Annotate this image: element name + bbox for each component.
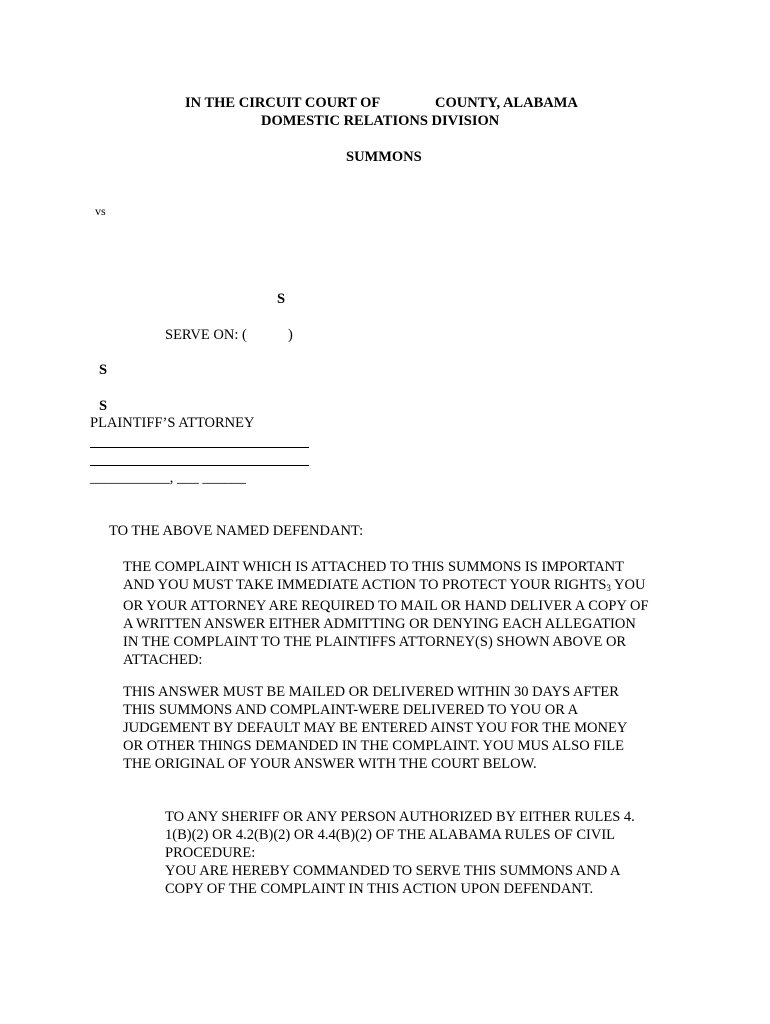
footnote-marker: 3: [606, 583, 611, 593]
paragraph-line: TO ANY SHERIFF OR ANY PERSON AUTHORIZED BY EITHER RULES 4.: [165, 809, 635, 825]
attorney-address-line: [90, 465, 309, 466]
versus-label: vs: [95, 204, 106, 218]
page-title: SUMMONS: [346, 149, 422, 165]
attorney-name-line: [90, 447, 309, 448]
caption-mark-1: S: [277, 291, 286, 307]
paragraph-line: JUDGEMENT BY DEFAULT MAY BE ENTERED AINST YOU FOR THE MONEY: [123, 720, 628, 736]
paragraph-line: IN THE COMPLAINT TO THE PLAINTIFFS ATTORNEY(S) SHOWN ABOVE OR: [123, 634, 627, 650]
paragraph-line: PROCEDURE:: [165, 845, 256, 861]
sheriff-command-paragraph: [165, 808, 635, 898]
salutation: TO THE ABOVE NAMED DEFENDANT:: [109, 523, 364, 539]
paragraph-line: YOU ARE HEREBY COMMANDED TO SERVE THIS SUMMONS AND A: [165, 863, 621, 879]
paragraph-line: COPY OF THE COMPLAINT IN THIS ACTION UPON DEFENDANT.: [165, 881, 594, 897]
serve-on-label: SERVE ON: (: [165, 327, 247, 343]
paragraph-line: OR YOUR ATTORNEY ARE REQUIRED TO MAIL OR HAND DELIVER A COPY OF: [123, 598, 649, 614]
paragraph-line: THE ORIGINAL OF YOUR ANSWER WITH THE COURT BELOW.: [123, 756, 537, 772]
paragraph-line: ATTACHED:: [123, 652, 203, 668]
court-line-right: COUNTY, ALABAMA: [435, 95, 578, 111]
caption-mark-3: S: [99, 398, 108, 414]
complaint-paragraph: [123, 558, 649, 669]
paragraph-line: THIS SUMMONS AND COMPLAINT-WERE DELIVERED TO YOU OR A: [123, 702, 579, 718]
paragraph-line: THIS ANSWER MUST BE MAILED OR DELIVERED WITHIN 30 DAYS AFTER: [123, 684, 619, 700]
plaintiff-attorney-label: PLAINTIFF’S ATTORNEY: [90, 415, 255, 431]
paragraph-line: A WRITTEN ANSWER EITHER ADMITTING OR DENYING EACH ALLEGATION: [123, 616, 636, 632]
paragraph-line: 1(B)(2) OR 4.2(B)(2) OR 4.4(B)(2) OF THE ALABAMA RULES OF CIVIL: [165, 827, 616, 843]
paragraph-line: AND YOU MUST TAKE IMMEDIATE ACTION TO PROTECT YOUR $RIGHTS_3$ YOU: [123, 577, 646, 593]
paragraph-line: OR OTHER THINGS DEMANDED IN THE COMPLAINT. YOU MUS ALSO FILE: [123, 738, 624, 754]
answer-deadline-paragraph: [123, 683, 627, 773]
paragraph-line: THE COMPLAINT WHICH IS ATTACHED TO THIS SUMMONS IS IMPORTANT: [123, 559, 624, 575]
court-line-left: IN THE CIRCUIT COURT OF: [185, 95, 381, 111]
caption-mark-2: S: [99, 362, 108, 378]
attorney-city-state-zip: ___________, ___ ______: [90, 470, 246, 486]
serve-on-close: ): [288, 327, 293, 343]
division-title: DOMESTIC RELATIONS DIVISION: [261, 113, 500, 129]
